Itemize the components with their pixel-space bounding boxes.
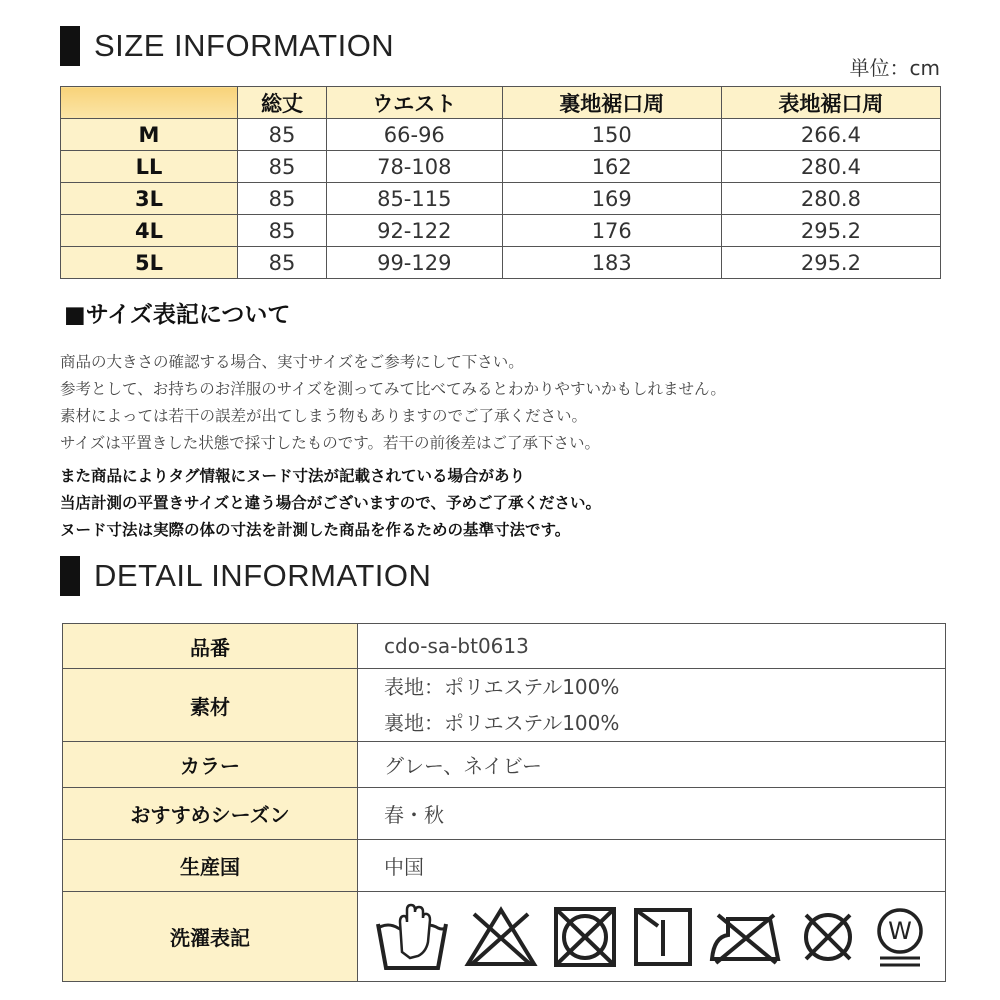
detail-label: 品番 — [63, 624, 358, 669]
detail-value: 春・秋 — [358, 788, 946, 840]
no-iron-icon — [708, 907, 784, 967]
table-row — [61, 183, 941, 215]
col-header-waist: ウエスト — [326, 87, 502, 119]
detail-information-heading — [60, 556, 431, 596]
table-cell: 92-122 — [326, 215, 502, 247]
detail-value — [358, 892, 946, 982]
note-bold-line: また商品によりタグ情報にヌード寸法が記載されている場合があり — [60, 467, 526, 485]
table-row — [61, 215, 941, 247]
table-cell: 85 — [238, 247, 327, 279]
detail-row-laundry — [63, 892, 946, 982]
table-cell: 85-115 — [326, 183, 502, 215]
table-row — [61, 151, 941, 183]
table-cell: 85 — [238, 119, 327, 151]
detail-value: 中国 — [358, 840, 946, 892]
no-bleach-icon — [464, 906, 538, 968]
no-tumble-dry-icon — [552, 905, 618, 969]
table-cell: 162 — [502, 151, 721, 183]
table-cell: 280.4 — [721, 151, 940, 183]
detail-label: 洗濯表記 — [63, 892, 358, 982]
table-cell: 183 — [502, 247, 721, 279]
laundry-icons — [358, 902, 945, 972]
detail-label: カラー — [63, 742, 358, 788]
table-cell: 280.8 — [721, 183, 940, 215]
col-header-outer-hem: 表地裾口周 — [721, 87, 940, 119]
note-line: 商品の大きさの確認する場合、実寸サイズをご参考にして下さい。 — [60, 353, 524, 371]
size-label: 3L — [61, 183, 238, 215]
size-table — [60, 86, 941, 279]
size-label: LL — [61, 151, 238, 183]
note-line: サイズは平置きした状態で採寸したものです。若干の前後差はご了承下さい。 — [60, 434, 601, 452]
no-dry-clean-icon — [798, 907, 858, 967]
table-cell: 85 — [238, 183, 327, 215]
hand-wash-icon — [374, 902, 450, 972]
unit-label: 単位：cm — [849, 56, 940, 80]
col-header-lining-hem: 裏地裾口周 — [502, 87, 721, 119]
table-cell: 266.4 — [721, 119, 940, 151]
table-cell: 78-108 — [326, 151, 502, 183]
size-label: 5L — [61, 247, 238, 279]
table-cell: 85 — [238, 151, 327, 183]
detail-value: cdo-sa-bt0613 — [358, 624, 946, 669]
detail-value — [358, 669, 946, 742]
detail-label: おすすめシーズン — [63, 788, 358, 840]
table-cell: 295.2 — [721, 215, 940, 247]
detail-row-product-code — [63, 624, 946, 669]
table-cell: 99-129 — [326, 247, 502, 279]
note-line: 素材によっては若干の誤差が出てしまう物もありますのでご了承ください。 — [60, 407, 588, 425]
size-table-header-row — [61, 87, 941, 119]
heading-bar — [60, 26, 80, 66]
wet-clean-icon — [872, 905, 928, 969]
size-information-heading — [60, 26, 394, 66]
size-table-corner — [61, 87, 238, 119]
heading-bar — [60, 556, 80, 596]
col-header-length: 総丈 — [238, 87, 327, 119]
table-row — [61, 247, 941, 279]
detail-value: グレー、ネイビー — [358, 742, 946, 788]
table-cell: 169 — [502, 183, 721, 215]
detail-label: 生産国 — [63, 840, 358, 892]
detail-row-material — [63, 669, 946, 742]
wet-clean-letter: W — [888, 916, 912, 945]
material-outer: 表地：ポリエステル100% — [384, 675, 620, 699]
detail-label: 素材 — [63, 669, 358, 742]
detail-row-color — [63, 742, 946, 788]
detail-heading-text: DETAIL INFORMATION — [94, 558, 432, 593]
table-cell: 295.2 — [721, 247, 940, 279]
detail-row-origin — [63, 840, 946, 892]
detail-table — [62, 623, 946, 982]
line-dry-icon — [632, 906, 694, 968]
table-cell: 85 — [238, 215, 327, 247]
size-heading-text: SIZE INFORMATION — [94, 28, 395, 63]
table-row — [61, 119, 941, 151]
note-bold-line: 当店計測の平置きサイズと違う場合がございますので、予めご了承ください。 — [60, 494, 601, 512]
note-bold-line: ヌード寸法は実際の体の寸法を計測した商品を作るための基準寸法です。 — [60, 521, 571, 539]
material-lining: 裏地：ポリエステル100% — [384, 711, 620, 735]
table-cell: 150 — [502, 119, 721, 151]
detail-row-season — [63, 788, 946, 840]
table-cell: 66-96 — [326, 119, 502, 151]
size-label: M — [61, 119, 238, 151]
table-cell: 176 — [502, 215, 721, 247]
size-notes-title: ■サイズ表記について — [64, 302, 291, 328]
size-label: 4L — [61, 215, 238, 247]
note-line: 参考として、お持ちのお洋服のサイズを測ってみて比べてみるとわかりやすいかもしれません。 — [60, 380, 726, 398]
